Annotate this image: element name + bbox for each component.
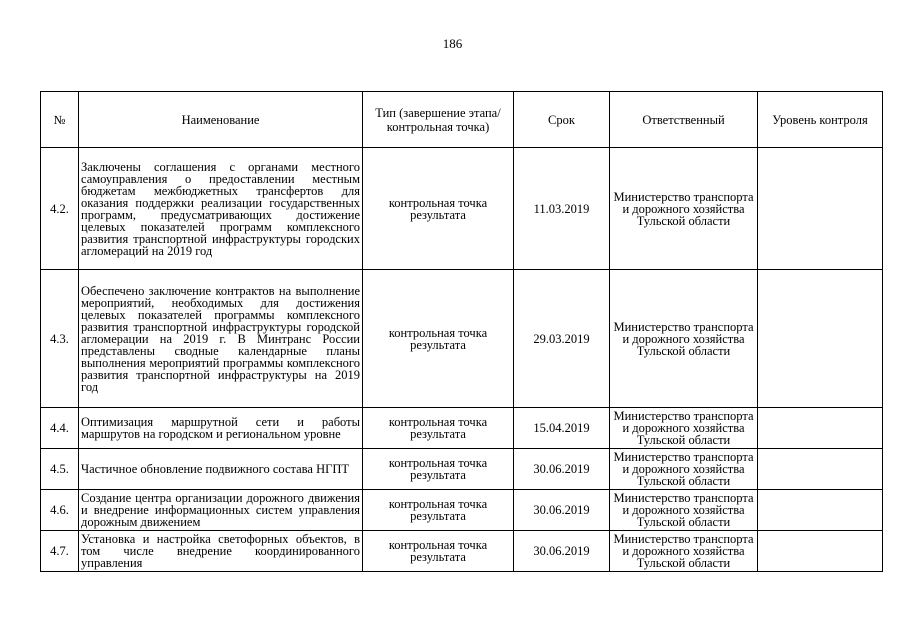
row-num: 4.6. [41,490,79,531]
row-control [758,148,883,270]
row-num: 4.5. [41,449,79,490]
table-row [41,148,883,270]
row-responsible: Министерство транспорта и дорожного хозяйства Тульской области [610,148,758,270]
row-responsible: Министерство транспорта и дорожного хозяйства Тульской области [610,408,758,449]
row-num: 4.2. [41,148,79,270]
row-responsible: Министерство транспорта и дорожного хозяйства Тульской области [610,449,758,490]
row-type: контрольная точка результата [363,270,514,408]
header-responsible: Ответственный [610,92,758,148]
row-responsible: Министерство транспорта и дорожного хозяйства Тульской области [610,531,758,572]
row-type: контрольная точка результата [363,449,514,490]
header-name: Наименование [79,92,363,148]
row-num: 4.4. [41,408,79,449]
plan-table [40,91,883,572]
row-control [758,408,883,449]
row-term: 30.06.2019 [514,490,610,531]
header-term: Срок [514,92,610,148]
row-num: 4.3. [41,270,79,408]
table-row [41,408,883,449]
row-name: Частичное обновление подвижного состава НГПТ [79,449,363,490]
row-type: контрольная точка результата [363,408,514,449]
table-row [41,490,883,531]
row-name: Обеспечено заключение контрактов на выполнение мероприятий, необходимых для достижения целевых показателей программы комплексного развития транспортной инфраструктуры городской агломерации на 2019 г. В Минтранс России представлены сводные календарные планы выполнения мероприятий программы комплексного развития транспортной инфраструктуры на 2019 год [79,270,363,408]
table-row [41,531,883,572]
header-control: Уровень контроля [758,92,883,148]
table-header-row [41,92,883,148]
row-responsible: Министерство транспорта и дорожного хозяйства Тульской области [610,270,758,408]
row-control [758,270,883,408]
row-control [758,449,883,490]
row-term: 29.03.2019 [514,270,610,408]
row-type: контрольная точка результата [363,490,514,531]
row-term: 30.06.2019 [514,449,610,490]
row-num: 4.7. [41,531,79,572]
row-name: Заключены соглашения с органами местного самоуправления о предоставлении местным бюджетам межбюджетных трансфертов для оказания поддержки реализации государственных программ, предусматривающих достижение целевых показателей программ комплексного развития транспортной инфраструктуры городских агломераций на 2019 год [79,148,363,270]
row-name: Установка и настройка светофорных объектов, в том числе внедрение координированного управления [79,531,363,572]
row-term: 15.04.2019 [514,408,610,449]
row-term: 11.03.2019 [514,148,610,270]
row-type: контрольная точка результата [363,531,514,572]
row-name: Оптимизация маршрутной сети и работы маршрутов на городском и региональном уровне [79,408,363,449]
row-responsible: Министерство транспорта и дорожного хозяйства Тульской области [610,490,758,531]
row-term: 30.06.2019 [514,531,610,572]
row-control [758,531,883,572]
table-row [41,449,883,490]
page-number: 186 [442,36,463,51]
row-control [758,490,883,531]
header-num: № [41,92,79,148]
row-type: контрольная точка результата [363,148,514,270]
header-type: Тип (завершение этапа/контрольная точка) [363,92,514,148]
row-name: Создание центра организации дорожного движения и внедрение информационных систем управления дорожным движением [79,490,363,531]
table-row [41,270,883,408]
